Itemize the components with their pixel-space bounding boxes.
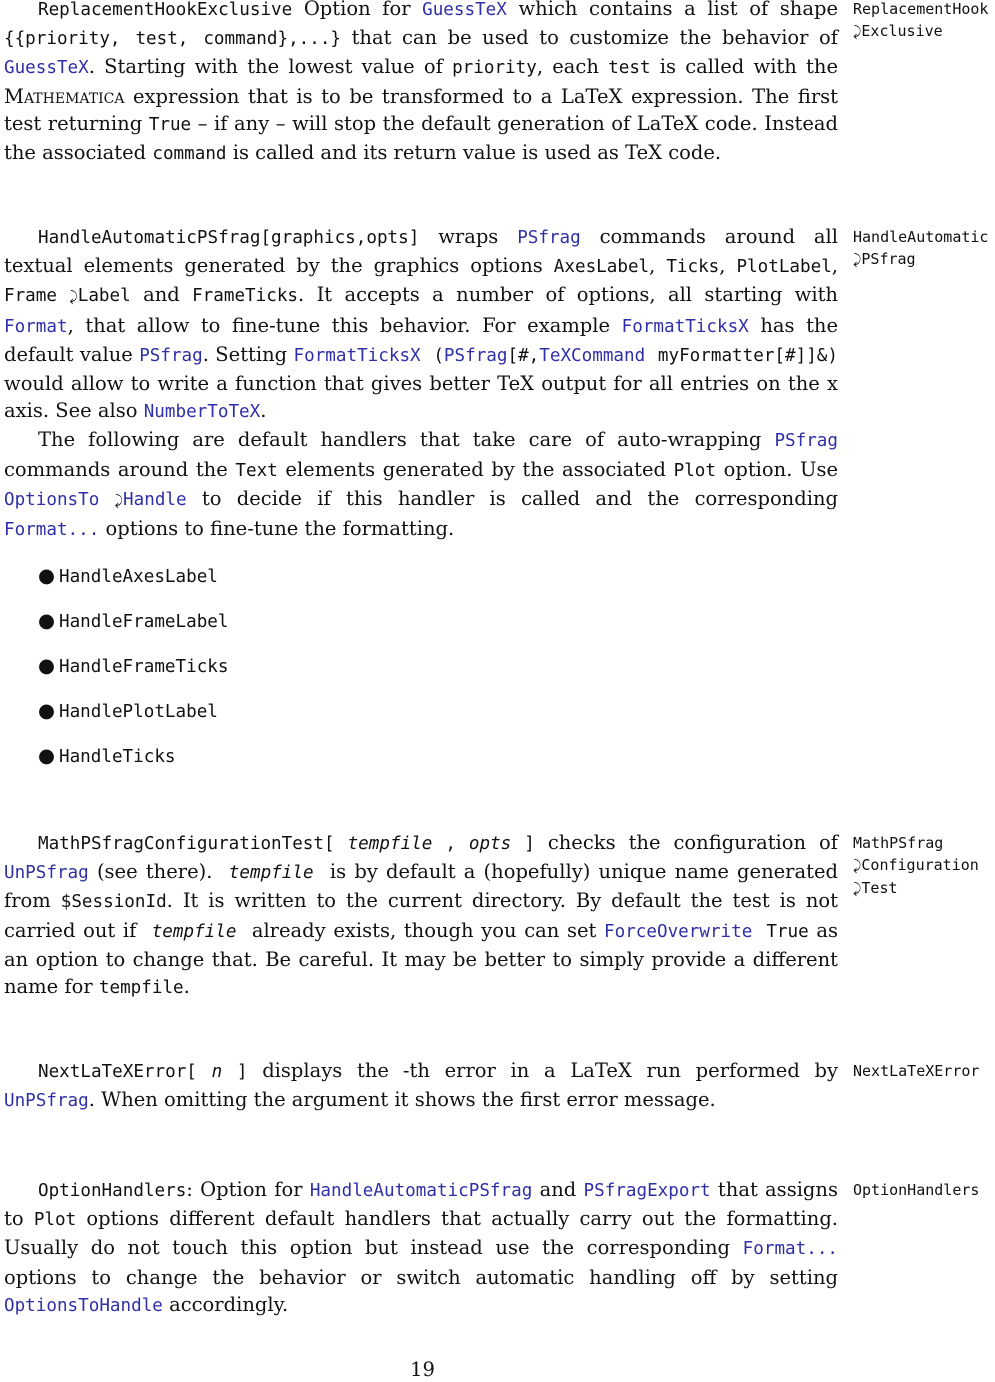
formatticksx-link[interactable]: FormatTicksX (621, 316, 749, 337)
entry-paragraph: The following are default handlers that take care of auto-wrapping PSfrag commands around the Text elements generated by the associated Plot option. Use OptionsTo ⤸Handle to decide if this handler is called and the corresponding Format... options to fine-tune the formatting. (4, 428, 839, 541)
continuation-icon: ⤸ (853, 858, 862, 874)
psfrag-link[interactable]: PSfrag (517, 228, 581, 248)
entry-term: OptionHandlers (38, 1181, 187, 1201)
continuation-icon: ⤸ (853, 24, 862, 40)
entry-next-latex-error (4, 1057, 838, 1115)
psfragexport-link[interactable]: PSfragExport (583, 1181, 711, 1201)
handler-list (4, 562, 838, 787)
forceoverwrite-link[interactable]: ForceOverwrite (604, 921, 753, 942)
continuation-icon: ⤸ (853, 881, 862, 897)
bullet-icon: ● (38, 744, 56, 768)
format-link[interactable]: Format... (742, 1239, 839, 1260)
entry-term: MathPSfragConfigurationTest[ (38, 834, 335, 854)
entry-paragraph: HandleAutomaticPSfrag[graphics,opts] wraps PSfrag commands around all textual elements generated by the graphics options AxesLabel, Ticks, PlotLabel, Frame ⤸Label and FrameTicks. It accepts a number of options, all starting with Format, that allow to fine-tune this behavior. For example FormatTicksX has the default value PSfrag. Setting FormatTicksX (PSfrag[#,TeXCommand myFormatter[#]]&) would allow to write a function that gives better TeX output for all entries on the x axis. See also NumberToTeX. (4, 225, 839, 423)
list-item: ● HandleAxesLabel (38, 564, 218, 588)
entry-paragraph: NextLaTeXError[ n ] displays the -th error in a LaTeX run performed by UnPSfrag. When omitting the argument it shows the first error message. (4, 1059, 839, 1112)
margin-note-replacement: ReplacementHook ⤸Exclusive (853, 0, 989, 40)
handleautomaticpsfrag-link[interactable]: HandleAutomaticPSfrag (309, 1181, 533, 1201)
unpsfrag-link[interactable]: UnPSfrag (4, 863, 89, 884)
optionstohandle-link[interactable]: Handle (123, 489, 187, 510)
unpsfrag-link[interactable]: UnPSfrag (4, 1091, 89, 1112)
format-link[interactable]: Format (4, 316, 68, 337)
list-item: ● HandleFrameLabel (38, 609, 229, 633)
entry-paragraph: OptionHandlers: Option for HandleAutomaticPSfrag and PSfragExport that assigns to Plot options different default handlers that actually carry out the formatting. Usually do not touch this option but instead use the corresponding Format... options to change the behavior or switch automatic handling off by setting OptionsToHandle accordingly. (4, 1178, 839, 1316)
entry-paragraph: ReplacementHookExclusive Option for GuessTeX which contains a list of shape {{priority, test, command},...} that can be used to customize the behavior of GuessTeX. Starting with the lowest value of priority, each test is called with the Mathematica expression that is to be transformed to a LaTeX expression. The first test returning True – if any – will stop the default generation of LaTeX code. Instead the associated command is called and its return value is used as TeX code. (4, 0, 838, 165)
optionstohandle-link[interactable]: OptionsToHandle (4, 1295, 163, 1316)
bullet-icon: ● (38, 609, 56, 633)
bullet-icon: ● (38, 699, 56, 723)
continuation-icon: ⤸ (853, 252, 862, 268)
entry-mathpsfrag-configuration-test (4, 829, 838, 1002)
psfrag-link[interactable]: PSfrag (774, 431, 838, 452)
guesstex-link[interactable]: GuessTeX (422, 0, 507, 20)
entry-option-handlers (4, 1176, 838, 1320)
continuation-icon: ⤸ (114, 492, 124, 509)
list-item: ● HandlePlotLabel (38, 699, 218, 723)
optionstohandle-link[interactable]: OptionsTo (4, 489, 100, 510)
list-item: ● HandleTicks (38, 744, 176, 768)
entry-term: HandleAutomaticPSfrag[graphics,opts] (38, 228, 420, 248)
entry-paragraph: MathPSfragConfigurationTest[ tempfile , opts ] checks the configuration of UnPSfrag (see there). tempfile is by default a (hopefully) unique name generated from $SessionId. It is written to the current directory. By default the test is not carried out if tempfile already exists, though you can set ForceOverwrite True as an option to change that. Be careful. It may be better to simply provide a different name for tempfile. (4, 831, 839, 999)
page-number: 19 (410, 1358, 435, 1381)
list-item: ● HandleFrameTicks (38, 654, 229, 678)
margin-note-handle-automatic-psfrag: HandleAutomatic ⤸PSfrag (853, 228, 989, 268)
entry-term: ReplacementHookExclusive (38, 0, 293, 20)
entry-handle-automatic-psfrag (4, 223, 838, 787)
formatticksx-link[interactable]: FormatTicksX (293, 345, 421, 366)
format-link[interactable]: Format... (4, 520, 100, 541)
margin-note-option-handlers: OptionHandlers (853, 1181, 980, 1199)
entry-replacement-hook-exclusive (4, 0, 838, 168)
bullet-icon: ● (38, 564, 56, 588)
guesstex-link[interactable]: GuessTeX (4, 58, 89, 79)
entry-term: NextLaTeXError[ (38, 1062, 197, 1082)
psfrag-link[interactable]: PSfrag (139, 345, 203, 366)
bullet-icon: ● (38, 654, 56, 678)
psfrag-link[interactable]: PSfrag (443, 345, 508, 366)
margin-note-mathpsfrag: MathPSfrag ⤸Configuration ⤸Test (853, 834, 979, 897)
margin-note-next-latex-error: NextLaTeXError (853, 1062, 980, 1080)
continuation-icon: ⤸ (69, 289, 78, 306)
texcommand-link[interactable]: TeXCommand (539, 345, 646, 366)
numbertotex-link[interactable]: NumberToTeX (143, 402, 261, 423)
